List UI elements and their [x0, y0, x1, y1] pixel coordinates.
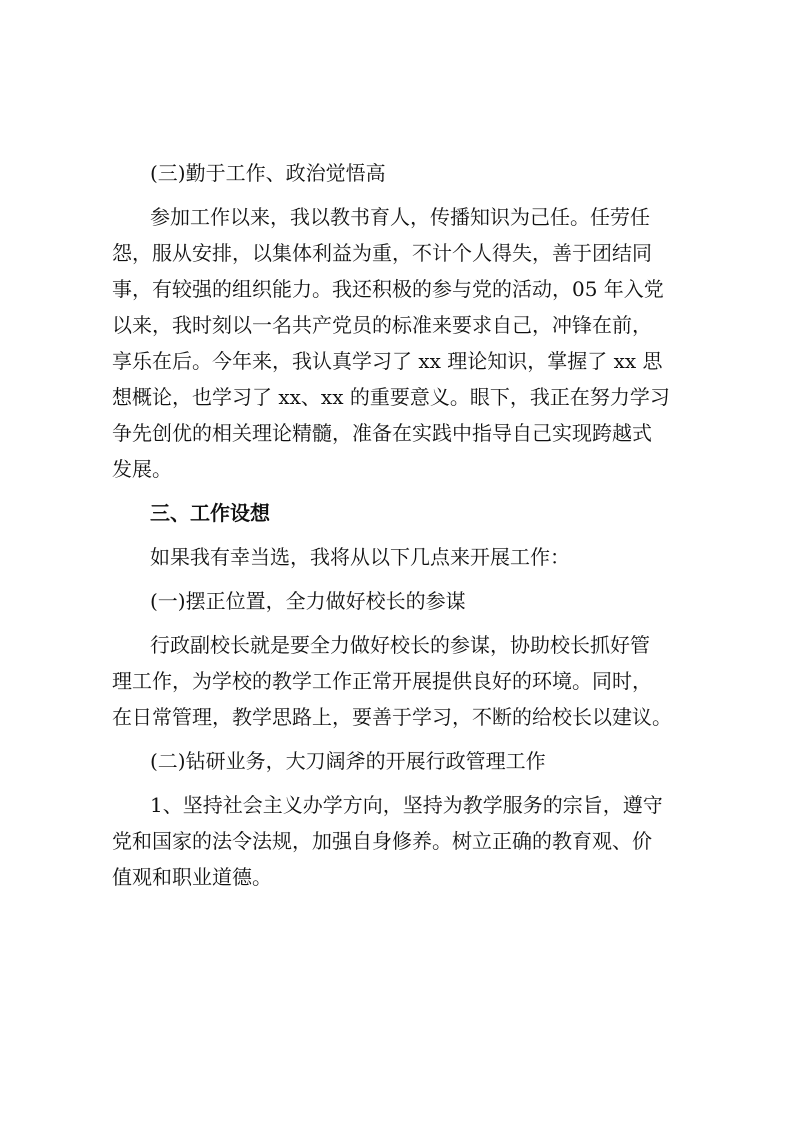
paragraph-line: 理工作，为学校的教学工作正常开展提供良好的环境。同时， — [112, 669, 652, 693]
paragraph-line: 争先创优的相关理论精髓，准备在实践中指导自己实现跨越式 — [112, 421, 652, 445]
paragraph-line: 行政副校长就是要全力做好校长的参谋，协助校长抓好管 — [150, 633, 650, 657]
subheading-study-business: (二)钻研业务，大刀阔斧的开展行政管理工作 — [150, 749, 546, 773]
section-heading-work-plan: 三、工作设想 — [150, 501, 270, 525]
paragraph-line: 值观和职业道德。 — [112, 865, 272, 889]
paragraph-line: 在日常管理，教学思路上，要善于学习，不断的给校长以建议。 — [112, 705, 672, 729]
paragraph-line: 党和国家的法令法规，加强自身修养。树立正确的教育观、价 — [112, 829, 652, 853]
paragraph-line: 想概论，也学习了 xx、xx 的重要意义。眼下，我正在努力学习 — [112, 385, 670, 409]
paragraph-line: 怨，服从安排，以集体利益为重，不计个人得失，善于团结同 — [112, 241, 652, 265]
paragraph-line: 参加工作以来，我以教书育人，传播知识为己任。任劳任 — [150, 205, 650, 229]
paragraph-line: 如果我有幸当选，我将从以下几点来开展工作： — [150, 545, 570, 569]
paragraph-line: 以来，我时刻以一名共产党员的标准来要求自己，冲锋在前， — [112, 313, 652, 337]
paragraph-line: 1、坚持社会主义办学方向，坚持为教学服务的宗旨，遵守 — [150, 793, 663, 817]
paragraph-line: 事，有较强的组织能力。我还积极的参与党的活动，05 年入党 — [112, 277, 664, 301]
subheading-correct-position: (一)摆正位置，全力做好校长的参谋 — [150, 589, 466, 613]
paragraph-line: 享乐在后。今年来，我认真学习了 xx 理论知识，掌握了 xx 思 — [112, 349, 663, 373]
subheading-diligent-work: (三)勤于工作、政治觉悟高 — [150, 161, 386, 185]
paragraph-line: 发展。 — [112, 457, 172, 481]
